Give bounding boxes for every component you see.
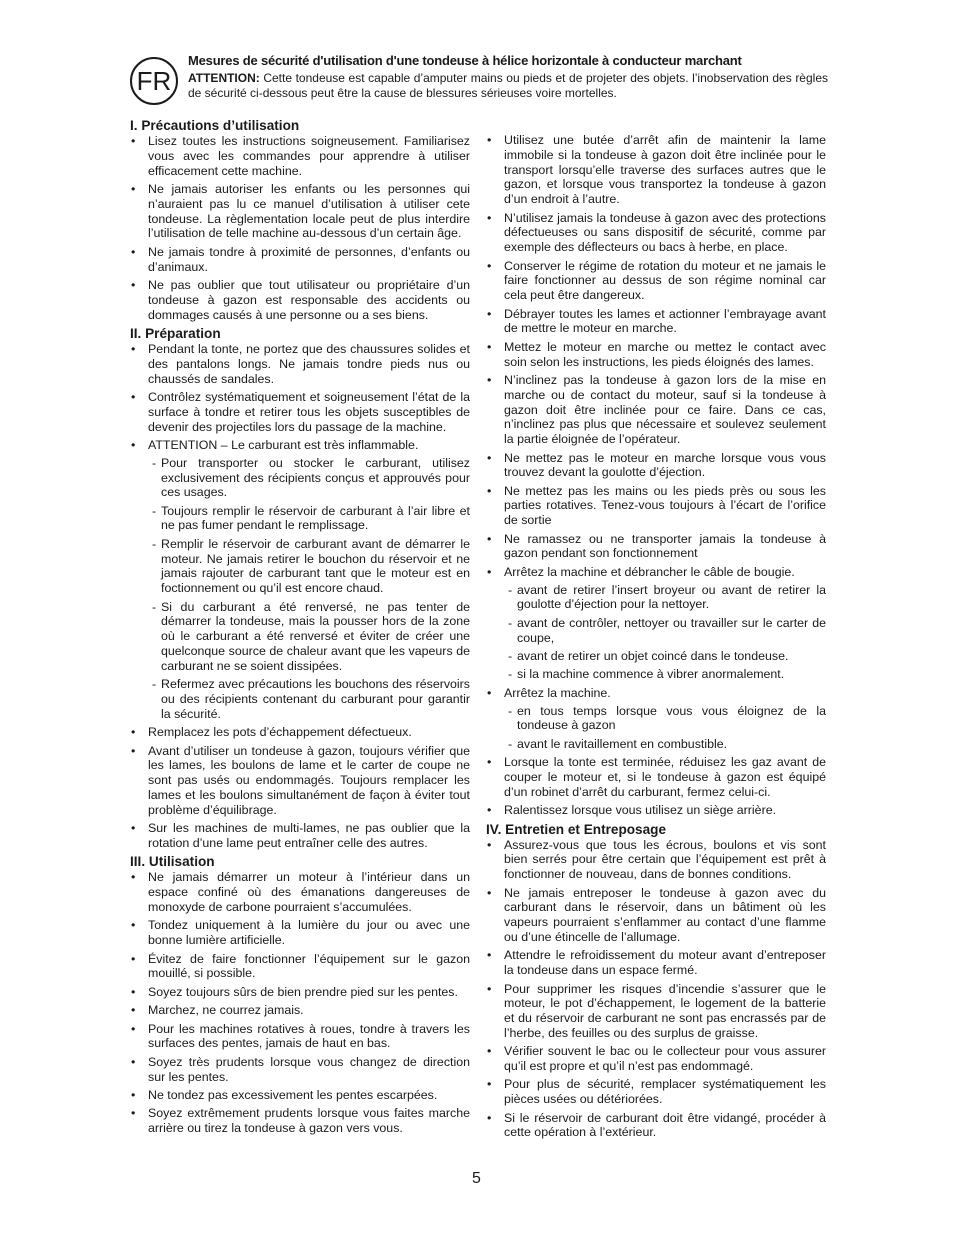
sub-item: - Remplir le réservoir de carburant avant de démarrer le moteur. Ne jamais retirer le bouchon du réservoir et ne jamais rajouter de carburant tant que le moteur est en foctionnement ou qu’il est encore chaud. xyxy=(148,537,470,596)
unplug-text: Arrêtez la machine et débrancher le câble de bougie. xyxy=(504,564,795,579)
sub-item: - Pour transporter ou stocker le carburant, utilisez exclusivement des récipients conçus et approuvés pour ces usages. xyxy=(148,456,470,500)
list-item: • Ne jamais autoriser les enfants ou les personnes qui n’auraient pas lu ce manuel d’utilisation à utiliser cete tondeuse. La règlementation locale peut de plus interdire l’utilisation de telle machine au-dessous d’un certain âge. xyxy=(130,182,470,241)
list-item: • Contrôlez systématiquement et soigneusement l’état de la surface à tondre et retirer tous les objets susceptibles de devenir des projectiles lors du passage de la machine. xyxy=(130,390,470,434)
list-item: • Conserver le régime de rotation du moteur et ne jamais le faire fonctionner au dessus de son régime nominal car cela peut être dangereux. xyxy=(486,259,826,303)
list-item: • Si le réservoir de carburant doit être vidangé, procéder à cette opération à l’extérieur. xyxy=(486,1111,826,1141)
list-item: • Lorsque la tonte est terminée, réduisez les gaz avant de couper le moteur et, si le tondeuse à gazon est équipé d’un robinet d’arrêt du carburant, fermez celui-ci. xyxy=(486,755,826,799)
safety-header xyxy=(188,53,828,101)
list-item xyxy=(486,686,826,752)
list-item: • Ne tondez pas excessivement les pentes escarpées. xyxy=(130,1088,470,1103)
list-item: • Pour supprimer les risques d’incendie s’assurer que le moteur, le pot d’échappement, le logement de la batterie et du réservoir de carburant ne sont pas encrassés par de l’herbe, des feuilles ou des surplus de graisse. xyxy=(486,982,826,1041)
page-number: 5 xyxy=(472,1170,481,1187)
sub-item: - en tous temps lorsque vous vous éloignez de la tondeuse à gazon xyxy=(504,704,826,734)
list-item: • Évitez de faire fonctionner l’équipement sur le gazon mouillé, si possible. xyxy=(130,952,470,982)
entretien-list xyxy=(486,838,826,1141)
list-item: • Pour les machines rotatives à roues, tondre à travers les surfaces des pentes, jamais de haut en bas. xyxy=(130,1022,470,1052)
list-item: • Pour plus de sécurité, remplacer systématiquement les pièces usées ou détériorées. xyxy=(486,1077,826,1107)
list-item: • Débrayer toutes les lames et actionner l’embrayage avant de mettre le moteur en marche. xyxy=(486,307,826,337)
sub-item: - avant de retirer l’insert broyeur ou avant de retirer la goulotte d’éjection pour la nettoyer. xyxy=(504,583,826,613)
list-item: • Remplacez les pots d’échappement défectueux. xyxy=(130,725,470,740)
list-item: • Attendre le refroidissement du moteur avant d’entreposer la tondeuse dans un espace fermé. xyxy=(486,948,826,978)
attention-notice xyxy=(188,71,828,101)
sub-item: - Refermez avec précautions les bouchons des réservoirs ou des récipients contenant du carburant pour garantir la sécurité. xyxy=(148,677,470,721)
section-title-precautions: I. Précautions d’utilisation xyxy=(130,118,300,133)
list-item: • Soyez extrêmement prudents lorsque vous faites marche arrière ou tirez la tondeuse à gazon vers vous. xyxy=(130,1106,470,1136)
sub-item: - avant de contrôler, nettoyer ou travailler sur le carter de coupe, xyxy=(504,616,826,646)
list-item: • Soyez très prudents lorsque vous changez de direction sur les pentes. xyxy=(130,1055,470,1085)
unplug-sublist xyxy=(504,583,826,683)
list-item: • Vérifier souvent le bac ou le collecteur pour vous assurer qu’il est propre et qu’il n’est pas endommagé. xyxy=(486,1044,826,1074)
list-item: • Ne mettez pas le moteur en marche lorsque vous vous trouvez devant la goulotte d’éjection. xyxy=(486,451,826,481)
list-item: • Soyez toujours sûrs de bien prendre pied sur les pentes. xyxy=(130,985,470,1000)
precautions-list xyxy=(130,134,470,322)
attention-label: ATTENTION: xyxy=(188,71,260,85)
section-title-utilisation: III. Utilisation xyxy=(130,854,215,870)
sub-item: - avant le ravitaillement en combustible. xyxy=(504,737,826,752)
list-item: • Utilisez une butée d’arrêt afin de maintenir la lame immobile si la tondeuse à gazon doit être inclinée pour le transport lorsqu’elle traverse des surfaces autres que le gazon, et lorsque vous transportez la tondeuse à gazon d’un endroit à l’autre. xyxy=(486,133,826,207)
stop-sublist xyxy=(504,704,826,752)
list-item: • Ne jamais démarrer un moteur à l’intérieur dans un espace confiné où des émanations dangereuses de monoxyde de carbone pourraient s’accumulées. xyxy=(130,870,470,914)
list-item: • Ne pas oublier que tout utilisateur ou propriétaire d’un tondeuse à gazon est responsable des accidents ou dommages causés à une personne ou a ses biens. xyxy=(130,278,470,322)
attention-text: Cette tondeuse est capable d’amputer mains ou pieds et de projeter des objets. l’inobservation des règles de sécurité ci-dessous peut être la cause de blessures sérieuses voire mortelles. xyxy=(188,71,828,100)
utilisation-list-continued xyxy=(486,133,826,818)
language-code: FR xyxy=(136,66,172,96)
section-title-preparation: II. Préparation xyxy=(130,325,221,341)
list-item: • Ralentissez lorsque vous utilisez un siège arrière. xyxy=(486,803,826,818)
right-column xyxy=(486,133,826,1144)
page-title: Mesures de sécurité d'utilisation d'une tondeuse à hélice horizontale à conducteur marchant xyxy=(188,53,742,68)
fuel-warning-text: ATTENTION – Le carburant est très inflammable. xyxy=(148,437,419,452)
list-item: • Marchez, ne courrez jamais. xyxy=(130,1003,470,1018)
sub-item: - avant de retirer un objet coincé dans le tondeuse. xyxy=(504,649,826,664)
list-item: • Tondez uniquement à la lumière du jour ou avec une bonne lumière artificielle. xyxy=(130,918,470,948)
list-item: • Ne jamais tondre à proximité de personnes, d’enfants ou d’animaux. xyxy=(130,245,470,275)
list-item xyxy=(130,438,470,722)
fuel-sublist xyxy=(148,456,470,722)
utilisation-list xyxy=(130,870,470,1136)
section-title-entretien: IV. Entretien et Entreposage xyxy=(486,821,667,837)
sub-item: - si la machine commence à vibrer anormalement. xyxy=(504,667,826,682)
list-item: • Ne jamais entreposer le tondeuse à gazon avec du carburant dans le réservoir, dans un bâtiment où les vapeurs pourraient s’enflammer au contact d’une flamme ou d’une étincelle de l’allumage. xyxy=(486,886,826,945)
stop-machine-text: Arrêtez la machine. xyxy=(504,685,611,700)
language-badge xyxy=(130,57,178,105)
preparation-list xyxy=(130,342,470,851)
list-item: • Mettez le moteur en marche ou mettez le contact avec soin selon les instructions, les pieds éloignés des lames. xyxy=(486,340,826,370)
list-item: • Sur les machines de multi-lames, ne pas oublier que la rotation d’une lame peut entraîner celle des autres. xyxy=(130,821,470,851)
list-item: • N’utilisez jamais la tondeuse à gazon avec des protections défectueuses ou sans dispositif de sécurité, comme par exemple des déflecteurs ou bacs à herbe, en place. xyxy=(486,211,826,255)
list-item: • Avant d’utiliser un tondeuse à gazon, toujours vérifier que les lames, les boulons de lame et le carter de coupe ne sont pas usés ou endommagés. Toujours remplacer les lames et les boulons simultanément de façon à éviter tout problème d’équilibrage. xyxy=(130,744,470,818)
sub-item: - Si du carburant a été renversé, ne pas tenter de démarrer la tondeuse, mais la pousser hors de la zone où le carburant a été renversé et éviter de créer une quelconque source de chaleur avant que les vapeurs de carburant ne se soient dissipées. xyxy=(148,600,470,674)
left-column xyxy=(130,118,470,1139)
list-item: • Ne mettez pas les mains ou les pieds près ou sous les parties rotatives. Tenez-vous toujours à l’écart de l’orifice de sortie xyxy=(486,484,826,528)
list-item: • Pendant la tonte, ne portez que des chaussures solides et des pantalons longs. Ne jamais tondre pieds nus ou chaussés de sandales. xyxy=(130,342,470,386)
list-item: • Ne ramassez ou ne transporter jamais la tondeuse à gazon pendant son fonctionnement xyxy=(486,532,826,562)
list-item: • N’inclinez pas la tondeuse à gazon lors de la mise en marche ou de contact du moteur, sauf si la tondeuse à gazon doit être inclinée pour ce faire. Dans ce cas, n’inclinez pas plus que nécessaire et soulevez seulement la partie éloignée de l’opérateur. xyxy=(486,373,826,447)
list-item: • Assurez-vous que tous les écrous, boulons et vis sont bien serrés pour être certain que l’équipement est prêt à fonctionner de nouveau, dans de bonnes conditions. xyxy=(486,838,826,882)
list-item: • Lisez toutes les instructions soigneusement. Familiarisez vous avec les commandes pour apprendre à utiliser efficacement cette machine. xyxy=(130,134,470,178)
sub-item: - Toujours remplir le réservoir de carburant à l’air libre et ne pas fumer pendant le remplissage. xyxy=(148,504,470,534)
list-item xyxy=(486,565,826,682)
